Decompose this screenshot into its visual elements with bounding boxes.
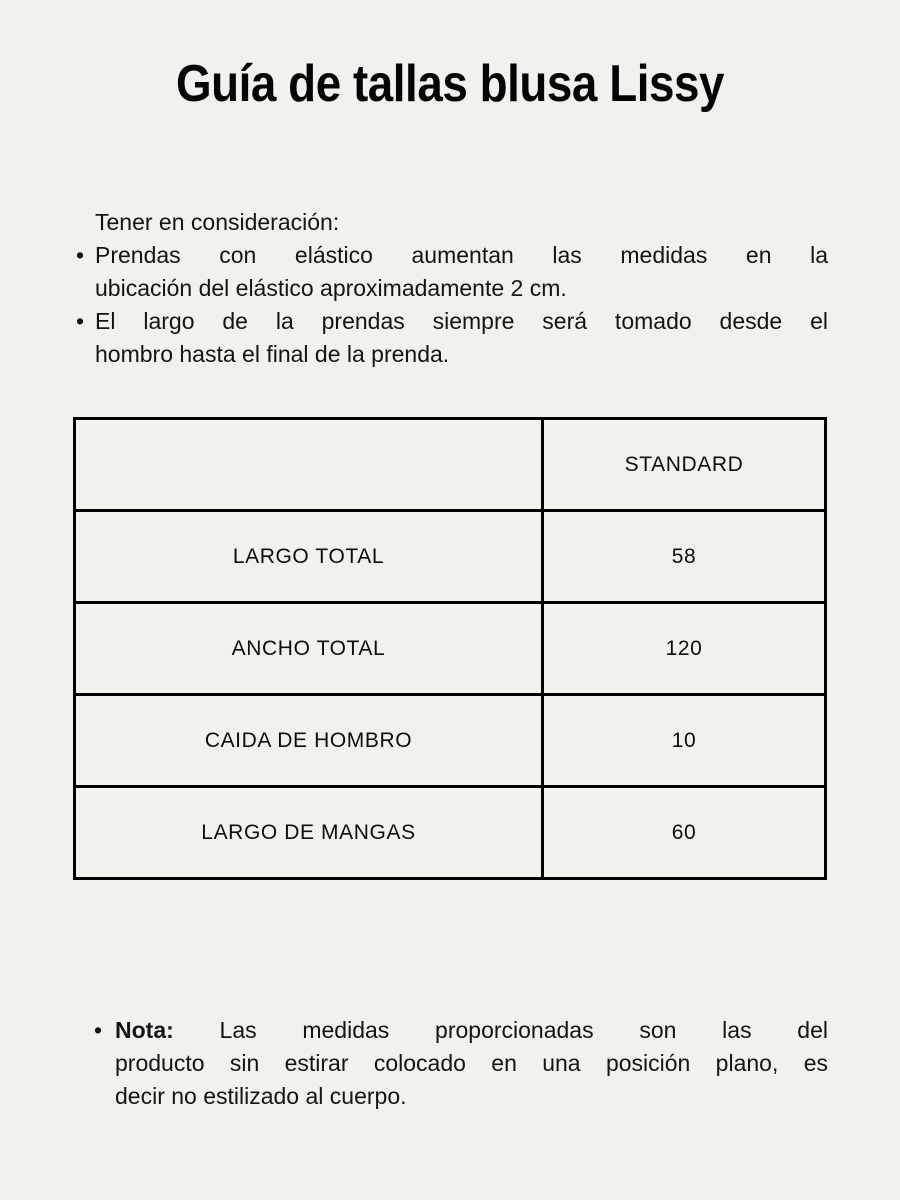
list-item — [76, 305, 828, 371]
measure-label-cell: CAIDA DE HOMBRO — [75, 695, 543, 787]
table-header-standard-cell: STANDARD — [543, 419, 826, 511]
bullet-icon: • — [94, 1017, 103, 1043]
measure-value-cell: 10 — [543, 695, 826, 787]
bullet-icon: • — [76, 308, 85, 334]
bullet-text-line: hombro hasta el final de la prenda. — [95, 341, 450, 367]
note-text-line: producto sin estirar colocado en una posición plano, es — [115, 1050, 828, 1076]
measure-value-cell: 120 — [543, 603, 826, 695]
measure-label-cell: ANCHO TOTAL — [75, 603, 543, 695]
bullet-text-line: ubicación del elástico aproximadamente 2 cm. — [95, 275, 567, 301]
table-row — [75, 511, 826, 603]
table-header-empty-cell — [75, 419, 543, 511]
table-header-row — [75, 419, 826, 511]
measure-label-cell: LARGO TOTAL — [75, 511, 543, 603]
table-row — [75, 787, 826, 879]
table-row — [75, 603, 826, 695]
note-text: Las medidas proporcionadas son las del — [219, 1017, 828, 1043]
note-section — [94, 1014, 828, 1113]
size-table — [73, 417, 827, 880]
size-table-section — [73, 417, 827, 880]
measure-label-cell: LARGO DE MANGAS — [75, 787, 543, 879]
note-label: Nota: — [115, 1017, 174, 1043]
list-item — [76, 239, 828, 305]
page-title: Guía de tallas blusa Lissy — [175, 55, 725, 113]
bullet-text-line: Prendas con elástico aumentan las medidas en la — [95, 242, 828, 268]
considerations-heading: Tener en consideración: — [95, 209, 340, 235]
measure-value-cell: 58 — [543, 511, 826, 603]
bullet-text-line: El largo de la prendas siempre será tomado desde el — [95, 308, 828, 334]
table-row — [75, 695, 826, 787]
bullet-icon: • — [76, 242, 85, 268]
measure-value-cell: 60 — [543, 787, 826, 879]
note-text-line: decir no estilizado al cuerpo. — [115, 1083, 407, 1109]
considerations-section — [76, 206, 828, 371]
note-text-line — [115, 1014, 828, 1047]
